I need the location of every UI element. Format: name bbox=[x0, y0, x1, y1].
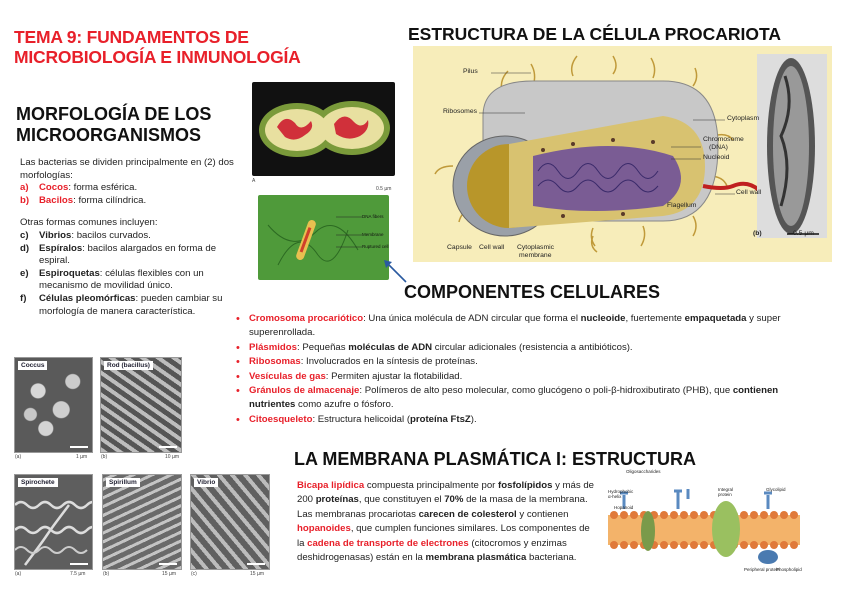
components-title: COMPONENTES CELULARES bbox=[404, 282, 661, 302]
prokaryote-structure-figure: Pilus Ribosomes Cytoplasm Chromosome (DNA) Nucleoid Cell wall Flagellum Capsule Cell wall Cytoplasmic membrane (b) 0.5 µm bbox=[413, 46, 832, 262]
rod-caption: (b) bbox=[101, 454, 108, 460]
coccus-scale: 1 µm bbox=[76, 454, 88, 460]
component-item: • Vesículas de gas: Permiten ajustar la flotabilidad. bbox=[234, 370, 824, 384]
component-item: • Cromosoma procariótico: Una única molécula de ADN circular que forma el nucleoide, fuertemente empaquetada y super superenrollada. bbox=[234, 312, 824, 341]
vibrio-scale: 15 µm bbox=[250, 571, 264, 577]
membrane-diagram: Oligosaccharides Glycolipid Hydrophobic α-helix Hopanoid Integral protein Peripheral protein Phospholipid bbox=[608, 469, 802, 572]
dividing-cell-micrograph bbox=[252, 82, 395, 176]
coccus-caption: (a) bbox=[15, 454, 22, 460]
rod-scale: 10 µm bbox=[165, 454, 179, 460]
topic-title: TEMA 9: FUNDAMENTOS DE MICROBIOLOGÍA E INMUNOLOGÍA bbox=[14, 27, 301, 67]
spirochete-scale: 7.5 µm bbox=[70, 571, 86, 577]
component-item: • Citoesqueleto: Estructura helicoidal (proteína FtsZ). bbox=[234, 413, 824, 427]
spirillum-scale: 15 µm bbox=[162, 571, 176, 577]
coccus-micrograph: Coccus bbox=[14, 357, 93, 453]
rod-micrograph: Rod (bacillus) bbox=[100, 357, 182, 453]
list-item: c) Vibrios: bacilos curvados. bbox=[20, 229, 151, 241]
morphology-title: MORFOLOGÍA DE LOS MICROORGANISMOS bbox=[16, 104, 212, 145]
morphology-text: Las bacterias se dividen principalmente en (2) dos morfologías: a) Cocos: forma esférica. b) Bacilos: forma cilíndrica. Otras formas comunes incluyen: c) Vibrios: bacilos curvados. d) Espíralos: bacilos alargados en forma de espiral. e) Espiroquetas: células flexibles con un mecanismo de movilidad único. f) Células pleomórficas: pueden cambiar su morfología de manera característica. bbox=[20, 157, 240, 318]
spirochete-micrograph: Spirochete bbox=[14, 474, 93, 570]
dna-fiber-figure: DNA fibers Membrane Ruptured cell bbox=[258, 195, 389, 280]
structure-title: ESTRUCTURA DE LA CÉLULA PROCARIOTA bbox=[408, 24, 781, 44]
component-item: • Ribosomas: Involucrados en la síntesis de proteínas. bbox=[234, 355, 824, 369]
component-item: • Plásmidos: Pequeñas moléculas de ADN circular adicionales (resistencia a antibióticos). bbox=[234, 341, 824, 355]
vibrio-micrograph: Vibrio bbox=[190, 474, 270, 570]
list-item: d) Espíralos: bacilos alargados en forma de espiral. bbox=[20, 242, 217, 267]
list-item: f) Células pleomórficas: pueden cambiar su morfología de manera característica. bbox=[20, 292, 223, 317]
component-item: • Gránulos de almacenaje: Polímeros de alto peso molecular, como glucógeno o poli-β-hidroxibutirato (PHB), que contienen nutrientes como azufre o fósforo. bbox=[234, 384, 824, 413]
dividing-cell-caption: A bbox=[252, 178, 256, 184]
dividing-cell-scale: 0.5 µm bbox=[376, 186, 392, 192]
list-item: b) Bacilos: forma cilíndrica. bbox=[20, 194, 147, 206]
other-morphologies-list bbox=[20, 230, 240, 318]
spirillum-micrograph: Spirillum bbox=[102, 474, 182, 570]
list-item: a) Cocos: forma esférica. bbox=[20, 182, 138, 194]
membrane-title: LA MEMBRANA PLASMÁTICA I: ESTRUCTURA bbox=[294, 449, 696, 469]
spirochete-caption: (a) bbox=[15, 571, 22, 577]
vibrio-caption: (c) bbox=[191, 571, 197, 577]
list-item: e) Espiroquetas: células flexibles con un mecanismo de movilidad único. bbox=[20, 267, 204, 292]
spirillum-caption: (b) bbox=[103, 571, 110, 577]
components-list bbox=[234, 312, 824, 427]
main-morphologies-list bbox=[20, 182, 240, 207]
membrane-text: Bicapa lipídica compuesta principalmente por fosfolípidos y más de 200 proteínas, que constituyen el 70% de la masa de la membrana. Las membranas procariotas carecen de colesterol y contienen hopanoides, que cumplen funciones similares. Los componentes de la cadena de transporte de electrones (citocromos y enzimas deshidrogenasas) están en la membrana plasmática bacteriana. bbox=[297, 480, 594, 564]
